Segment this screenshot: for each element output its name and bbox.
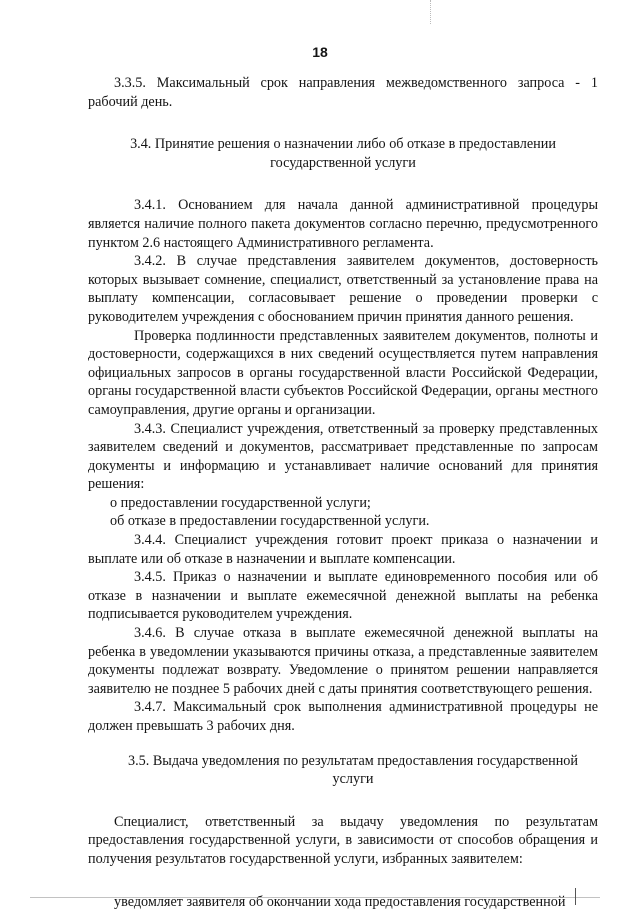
section-heading-3-5: 3.5. Выдача уведомления по результатам предоставления государственной услуги <box>128 752 578 788</box>
paragraph-verification: Проверка подлинности представленных заявителем документов, полноты и достоверности, содержащихся в них сведений осуществляется путем направления официальных запросов в органы государственной власти Российской Федерации, органы государственной власти субъектов Российской Федерации, органы местного самоуправления, другие органы и организации. <box>88 327 598 418</box>
scan-artifact-mark <box>430 0 432 24</box>
page-number: 18 <box>312 44 328 60</box>
section-heading-3-4: 3.4. Принятие решения о назначении либо об отказе в предоставлении государственной услуги <box>130 136 556 171</box>
paragraph-3-4-2: 3.4.2. В случае представления заявителем документов, достоверность которых вызывает сомнение, специалист, ответственный за установление права на выплату компенсации, согласовывает решение о проведении проверки с руководителем учреждения с обоснованием причин принятия данного решения. <box>88 253 598 325</box>
paragraph-3-4-5: 3.4.5. Приказ о назначении и выплате единовременного пособия или об отказе в назначении и выплате ежемесячной денежной выплаты на ребенка подписывается руководителем учреждения. <box>88 569 598 623</box>
page-bottom-edge <box>30 897 600 898</box>
paragraph-3-3-5: 3.3.5. Максимальный срок направления межведомственного запроса - 1 рабочий день. <box>88 75 598 110</box>
paragraph-3-5-notify: уведомляет заявителя об окончании хода предоставления государственной <box>114 893 566 910</box>
paragraph-3-4-6: 3.4.6. В случае отказа в выплате ежемесячной денежной выплаты на ребенка в уведомлении указываются причины отказа, а представленные заявителем документы подлежат возврату. Уведомление о принятом решении направляется заявителю не позднее 5 рабочих дней с даты принятия соответствующего решения. <box>88 625 598 697</box>
page-bottom-tick <box>575 888 576 905</box>
decision-option-refuse: об отказе в предоставлении государственной услуги. <box>110 513 430 530</box>
paragraph-3-4-3: 3.4.3. Специалист учреждения, ответственный за проверку представленных заявителем сведений и документов, рассматривает представленные по запросам документы и информацию и устанавливает наличие оснований для принятия решения: <box>88 420 598 493</box>
decision-option-grant: о предоставлении государственной услуги; <box>110 494 371 511</box>
paragraph-3-4-1: 3.4.1. Основанием для начала данной административной процедуры является наличие полного пакета документов согласно перечню, предусмотренного пунктом 2.6 настоящего Административного регламента. <box>88 197 598 251</box>
document-body <box>88 74 598 911</box>
paragraph-3-5-intro: Специалист, ответственный за выдачу уведомления по результатам предоставления государственной услуги, в зависимости от способов обращения и получения результатов государственной услуги, избранных заявителем: <box>88 813 598 867</box>
paragraph-3-4-4: 3.4.4. Специалист учреждения готовит проект приказа о назначении и выплате или об отказе в назначении и выплате компенсации. <box>88 532 598 567</box>
paragraph-3-4-7: 3.4.7. Максимальный срок выполнения административной процедуры не должен превышать 3 рабочих дня. <box>88 699 598 734</box>
